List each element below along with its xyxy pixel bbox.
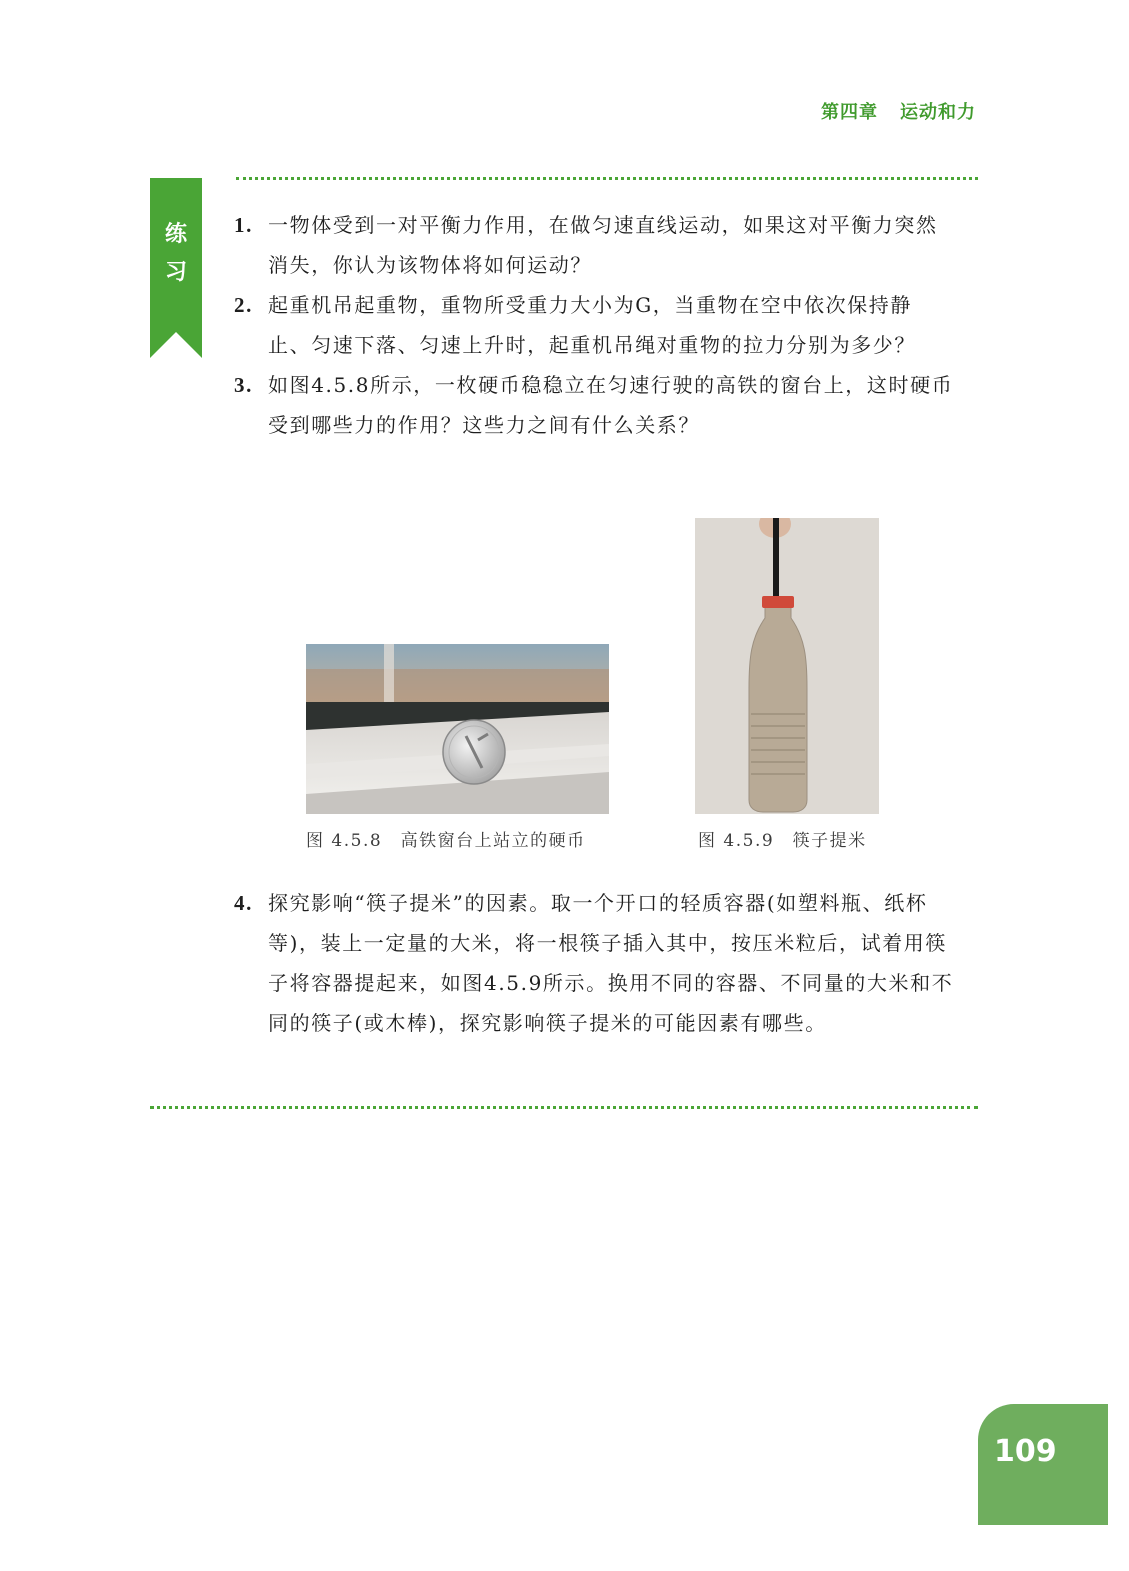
exercise-list-bottom — [234, 883, 954, 1043]
figure-caption-4-5-8: 图 4.5.8 高铁窗台上站立的硬币 — [306, 831, 586, 851]
exercise-number: 3. — [234, 373, 253, 397]
exercise-number: 1. — [234, 213, 253, 237]
figure-caption-4-5-9: 图 4.5.9 筷子提米 — [698, 831, 867, 851]
exercise-number: 4. — [234, 891, 253, 915]
exercise-text: 一物体受到一对平衡力作用，在做匀速直线运动，如果这对平衡力突然消失，你认为该物体将如何运动？ — [268, 213, 938, 277]
chapter-header — [821, 98, 976, 124]
exercise-2 — [234, 285, 954, 365]
exercise-3 — [234, 365, 954, 445]
exercise-text: 如图4.5.8所示，一枚硬币稳稳立在匀速行驶的高铁的窗台上，这时硬币受到哪些力的作用？这些力之间有什么关系？ — [268, 373, 954, 437]
exercise-text: 探究影响“筷子提米”的因素。取一个开口的轻质容器(如塑料瓶、纸杯等)，装上一定量的大米，将一根筷子插入其中，按压米粒后，试着用筷子将容器提起来，如图4.5.9所示。换用不同的容器、不同量的大米和不同的筷子(或木棒)，探究影响筷子提米的可能因素有哪些。 — [268, 891, 954, 1035]
bottom-divider — [150, 1106, 978, 1109]
top-divider — [236, 177, 978, 180]
page-number: 109 — [994, 1434, 1057, 1469]
exercise-tag — [150, 178, 202, 358]
chapter-title: 运动和力 — [900, 102, 976, 123]
exercise-text: 起重机吊起重物，重物所受重力大小为G，当重物在空中依次保持静止、匀速下落、匀速上升时，起重机吊绳对重物的拉力分别为多少？ — [268, 293, 916, 357]
figure-coin-photo — [306, 644, 609, 814]
figure-rice-bottle-photo — [695, 518, 879, 814]
exercise-number: 2. — [234, 293, 253, 317]
exercise-4 — [234, 883, 954, 1043]
exercise-tag-label: 练 习 — [164, 222, 187, 285]
exercise-1 — [234, 205, 954, 285]
chapter-number: 第四章 — [821, 102, 878, 123]
exercise-list-top — [234, 205, 954, 445]
page-number-tab — [978, 1404, 1108, 1525]
